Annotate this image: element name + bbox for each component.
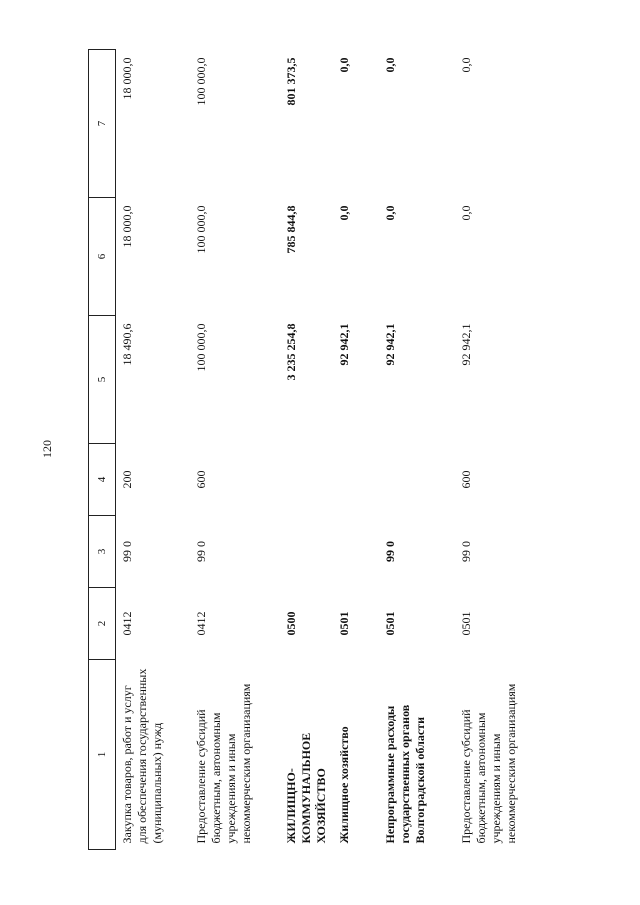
row-type-code [280,444,333,516]
row-target-code: 99 0 [193,541,208,562]
row-target-code: 99 0 [382,541,397,562]
row-value-5: 18 490,6 [120,323,134,366]
row-value-6: 100 000,0 [193,205,208,254]
row-type-code: 600 [458,470,473,489]
row-target-code: 99 0 [458,541,473,562]
row-value-5: 92 942,1 [382,323,397,366]
row-name: Непрограммные расходы государственных органов Волгоградской области [382,704,427,844]
column-header: 5 [89,316,116,444]
row-target-code: 99 0 [120,541,134,562]
row-name: Жилищное хозяйство [336,726,351,844]
row-name: Закупка товаров, работ и услуг для обеспечения государственных (муниципальных) нужд [120,668,164,844]
row-target-code [333,516,379,588]
row-target-code [280,516,333,588]
row-type-code [379,444,455,516]
row-type-code: 600 [193,470,208,489]
row-value-5: 100 000,0 [193,323,208,372]
row-type-code [333,444,379,516]
row-value-7: 18 000,0 [120,57,134,100]
budget-table [88,49,545,850]
row-value-6: 18 000,0 [120,205,134,248]
row-value-6: 785 844,8 [283,205,298,254]
row-value-6: 0,0 [458,205,473,221]
column-header: 1 [89,660,116,850]
row-value-7: 0,0 [458,57,473,73]
table-row [333,50,379,850]
row-name: Предоставление субсидий бюджетным, автономным учреждениям и иным некоммерческим организациям [193,683,253,844]
table-row [190,50,280,850]
row-section-code: 0500 [283,611,298,636]
row-name: ЖИЛИЩНО-КОММУНАЛЬНОЕ ХОЗЯЙСТВО [283,732,328,844]
column-header: 4 [89,444,116,516]
budget-table-container [88,50,548,850]
column-header: 2 [89,588,116,660]
row-value-7: 0,0 [336,57,351,73]
row-section-code: 0412 [193,611,208,636]
column-header: 7 [89,50,116,198]
column-header: 6 [89,198,116,316]
table-row [280,50,333,850]
row-value-6: 0,0 [382,205,397,221]
table-row [455,50,545,850]
row-value-7: 0,0 [382,57,397,73]
row-value-7: 801 373,5 [283,57,298,106]
table-row [379,50,455,850]
row-value-6: 0,0 [336,205,351,221]
row-type-code: 200 [120,470,134,489]
table-header-row [89,50,116,850]
column-header: 3 [89,516,116,588]
row-section-code: 0501 [382,611,397,636]
row-section-code: 0501 [458,611,473,636]
row-value-7: 100 000,0 [193,57,208,106]
page-number: 120 [40,440,54,458]
row-section-code: 0412 [120,611,134,636]
row-name: Предоставление субсидий бюджетным, автономным учреждениям и иным некоммерческим организациям [458,683,518,844]
row-value-5: 92 942,1 [458,323,473,366]
row-section-code: 0501 [336,611,351,636]
row-value-5: 92 942,1 [336,323,351,366]
table-row [116,50,190,850]
row-value-5: 3 235 254,8 [283,323,298,381]
